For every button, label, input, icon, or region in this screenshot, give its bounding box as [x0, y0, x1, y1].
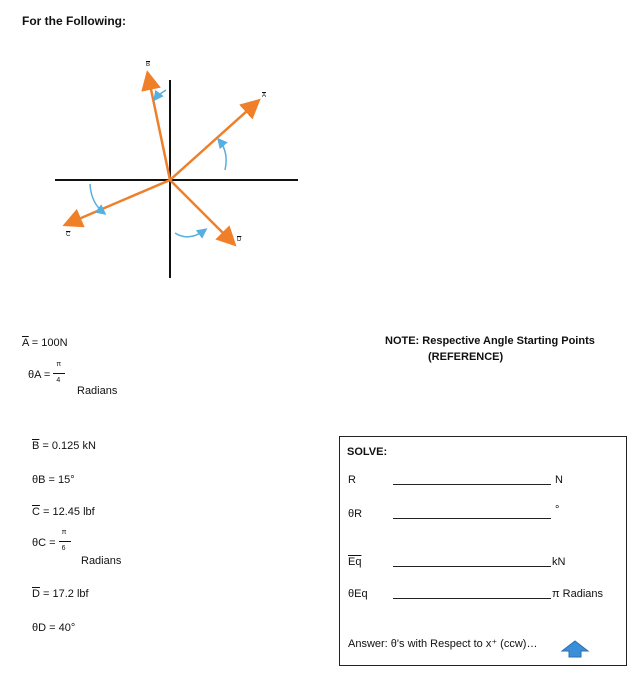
- solve-label-eq: $\overline{Eq}$: [348, 556, 362, 568]
- note-line-1: NOTE: Respective Angle Starting Points: [385, 335, 595, 347]
- answer-line-eq[interactable]: [393, 566, 551, 567]
- vector-d: [170, 180, 233, 243]
- vector-b: [148, 75, 170, 180]
- given-theta-a: θA = $\frac{\pi}{4}$: [28, 364, 65, 386]
- theta-c-units: Radians: [81, 555, 122, 567]
- arc-d: [175, 230, 205, 237]
- answer-note: Answer: θ's with Respect to x⁺ (ccw)…: [348, 638, 538, 650]
- given-theta-b: θB = 15°: [32, 474, 75, 486]
- up-arrow-icon: [560, 640, 590, 658]
- given-theta-c: θC = $\frac{\pi}{6}$: [32, 532, 71, 554]
- solve-unit-r: N: [555, 474, 563, 486]
- label-b: $\overline{B}$: [146, 62, 151, 68]
- given-theta-d: θD = 40°: [32, 622, 76, 634]
- vector-c: [67, 180, 170, 224]
- given-b-magnitude: $\overline{B} = 0.125$ kN: [32, 440, 96, 452]
- label-a: $\overline{A}$: [262, 93, 267, 99]
- fraction-pi-over-6: $\frac{\pi}{6}$: [59, 532, 71, 554]
- label-c: $\overline{C}$: [66, 232, 71, 238]
- given-a-magnitude: $\overline{A} = 100N$: [22, 337, 68, 349]
- solve-unit-theta-eq: π Radians: [552, 588, 604, 600]
- label-d: $\overline{D}$: [237, 237, 242, 243]
- solve-unit-eq: kN: [552, 556, 566, 568]
- answer-line-theta-r[interactable]: [393, 518, 551, 519]
- answer-line-theta-eq[interactable]: [393, 598, 551, 599]
- solve-box: [339, 436, 627, 666]
- theta-a-units: Radians: [77, 385, 118, 397]
- solve-title: SOLVE:: [347, 446, 388, 458]
- solve-label-theta-r: θR: [348, 508, 363, 520]
- arc-b: [155, 90, 166, 99]
- note-line-2: (REFERENCE): [428, 351, 504, 363]
- arc-a: [219, 140, 226, 170]
- vector-a: [170, 102, 257, 180]
- fraction-pi-over-4: $\frac{\pi}{4}$: [53, 364, 65, 386]
- solve-label-theta-eq: θEq: [348, 588, 368, 600]
- given-c-magnitude: $\overline{C} = 12.45$ lbf: [32, 506, 95, 518]
- page-title: For the Following:: [22, 14, 126, 28]
- solve-label-r: R: [348, 474, 356, 486]
- solve-unit-theta-r: °: [555, 504, 560, 516]
- given-d-magnitude: $\overline{D} = 17.2$ lbf: [32, 588, 89, 600]
- answer-line-r[interactable]: [393, 484, 551, 485]
